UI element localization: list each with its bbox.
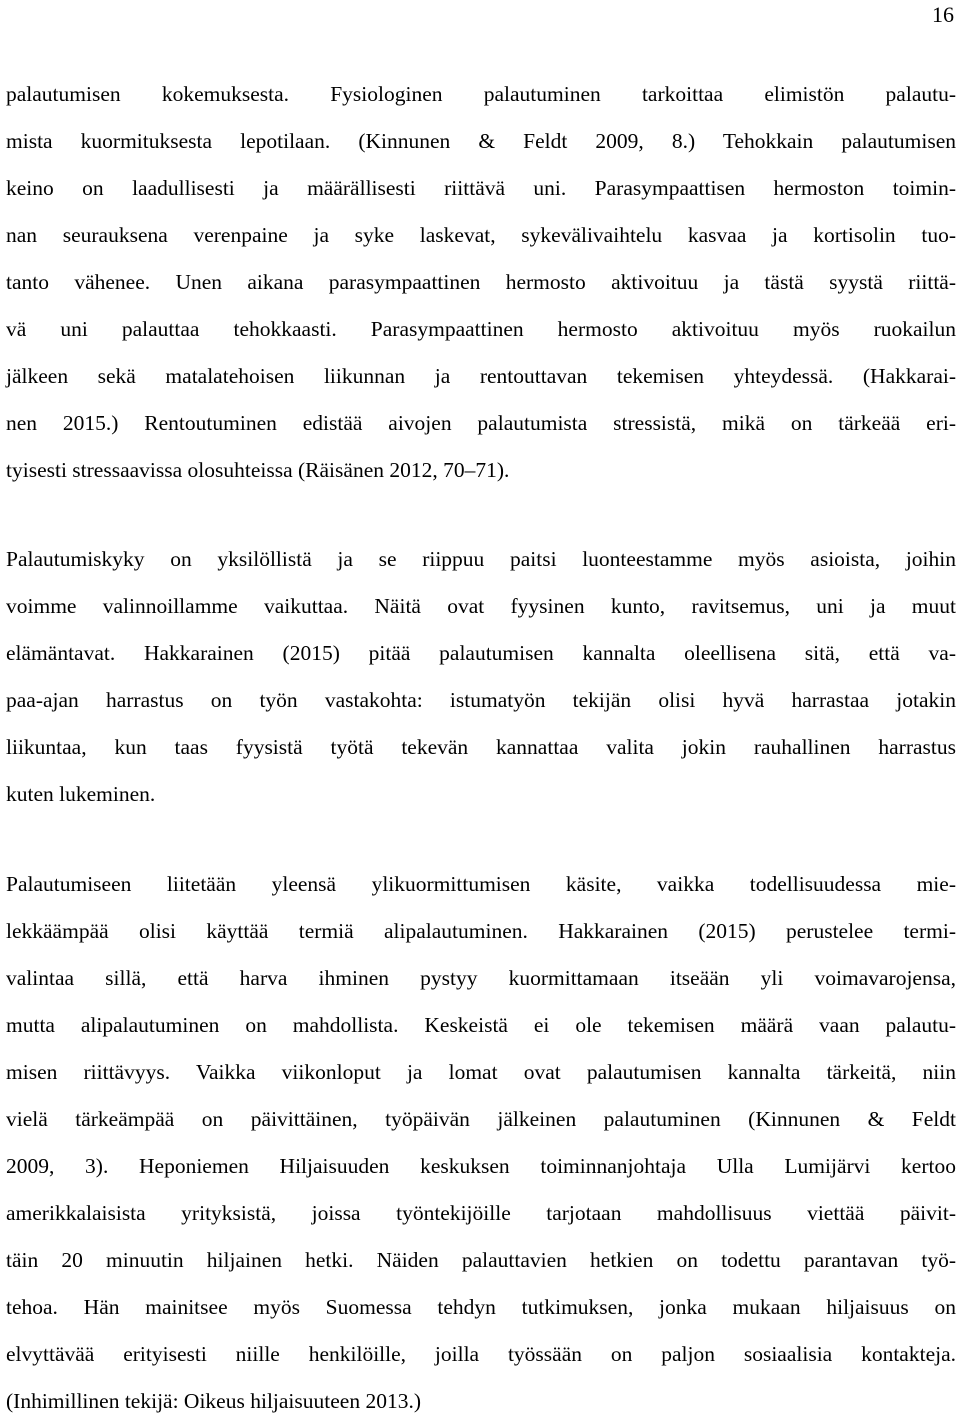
text-line: mutta alipalautuminen on mahdollista. Keskeistä ei ole tekemisen määrä vaan palautu- xyxy=(6,1013,956,1037)
text-line: tanto vähenee. Unen aikana parasympaattinen hermosto aktivoituu ja tästä syystä riittä- xyxy=(6,270,956,294)
text-line: liikuntaa, kun taas fyysistä työtä tekevän kannattaa valita jokin rauhallinen harrastus xyxy=(6,735,956,759)
text-line: (Inhimillinen tekijä: Oikeus hiljaisuuteen 2013.) xyxy=(6,1389,421,1413)
text-line: valintaa sillä, että harva ihminen pystyy kuormittamaan itseään yli voimavarojensa, xyxy=(6,966,956,990)
text-line: lekkäämpää olisi käyttää termiä alipalautuminen. Hakkarainen (2015) perustelee termi- xyxy=(6,919,956,943)
text-line: voimme valinnoillamme vaikuttaa. Näitä ovat fyysinen kunto, ravitsemus, uni ja muut xyxy=(6,594,956,618)
text-line: kuten lukeminen. xyxy=(6,782,156,806)
text-line: tehoa. Hän mainitsee myös Suomessa tehdyn tutkimuksen, jonka mukaan hiljaisuus on xyxy=(6,1295,956,1319)
text-line: elämäntavat. Hakkarainen (2015) pitää palautumisen kannalta oleellisena sitä, että va- xyxy=(6,641,956,665)
text-line: nan seurauksena verenpaine ja syke laskevat, sykevälivaihtelu kasvaa ja kortisolin tuo- xyxy=(6,223,956,247)
page-number: 16 xyxy=(932,2,954,27)
paragraph xyxy=(6,536,956,818)
text-line: amerikkalaisista yrityksistä, joissa työntekijöille tarjotaan mahdollisuus viettää päivit- xyxy=(6,1201,956,1225)
paragraph xyxy=(6,861,956,1425)
text-line: nen 2015.) Rentoutuminen edistää aivojen palautumista stressistä, mikä on tärkeää eri- xyxy=(6,411,956,435)
text-line: Palautumiseen liitetään yleensä ylikuormittumisen käsite, vaikka todellisuudessa mie- xyxy=(6,872,956,896)
text-line: Palautumiskyky on yksilöllistä ja se riippuu paitsi luonteestamme myös asioista, joihin xyxy=(6,547,956,571)
text-line: paa-ajan harrastus on työn vastakohta: istumatyön tekijän olisi hyvä harrastaa jotakin xyxy=(6,688,956,712)
text-line: jälkeen sekä matalatehoisen liikunnan ja rentouttavan tekemisen yhteydessä. (Hakkarai- xyxy=(6,364,956,388)
paragraph xyxy=(6,71,956,494)
text-line: elvyttävää erityisesti niille henkilöille, joilla työssään on paljon sosiaalisia kontakteja. xyxy=(6,1342,956,1366)
text-line: keino on laadullisesti ja määrällisesti riittävä uni. Parasympaattisen hermoston toimin- xyxy=(6,176,956,200)
text-line: tyisesti stressaavissa olosuhteissa (Räisänen 2012, 70–71). xyxy=(6,458,510,482)
text-line: 2009, 3). Heponiemen Hiljaisuuden keskuksen toiminnanjohtaja Ulla Lumijärvi kertoo xyxy=(6,1154,956,1178)
text-line: vielä tärkeämpää on päivittäinen, työpäivän jälkeinen palautuminen (Kinnunen & Feldt xyxy=(6,1107,956,1131)
text-line: mista kuormituksesta lepotilaan. (Kinnunen & Feldt 2009, 8.) Tehokkain palautumisen xyxy=(6,129,956,153)
text-line: vä uni palauttaa tehokkaasti. Parasympaattinen hermosto aktivoituu myös ruokailun xyxy=(6,317,956,341)
text-line: misen riittävyys. Vaikka viikonloput ja lomat ovat palautumisen kannalta tärkeitä, niin xyxy=(6,1060,956,1084)
text-line: täin 20 minuutin hiljainen hetki. Näiden palauttavien hetkien on todettu parantavan työ- xyxy=(6,1248,956,1272)
text-line: palautumisen kokemuksesta. Fysiologinen palautuminen tarkoittaa elimistön palautu- xyxy=(6,82,956,106)
